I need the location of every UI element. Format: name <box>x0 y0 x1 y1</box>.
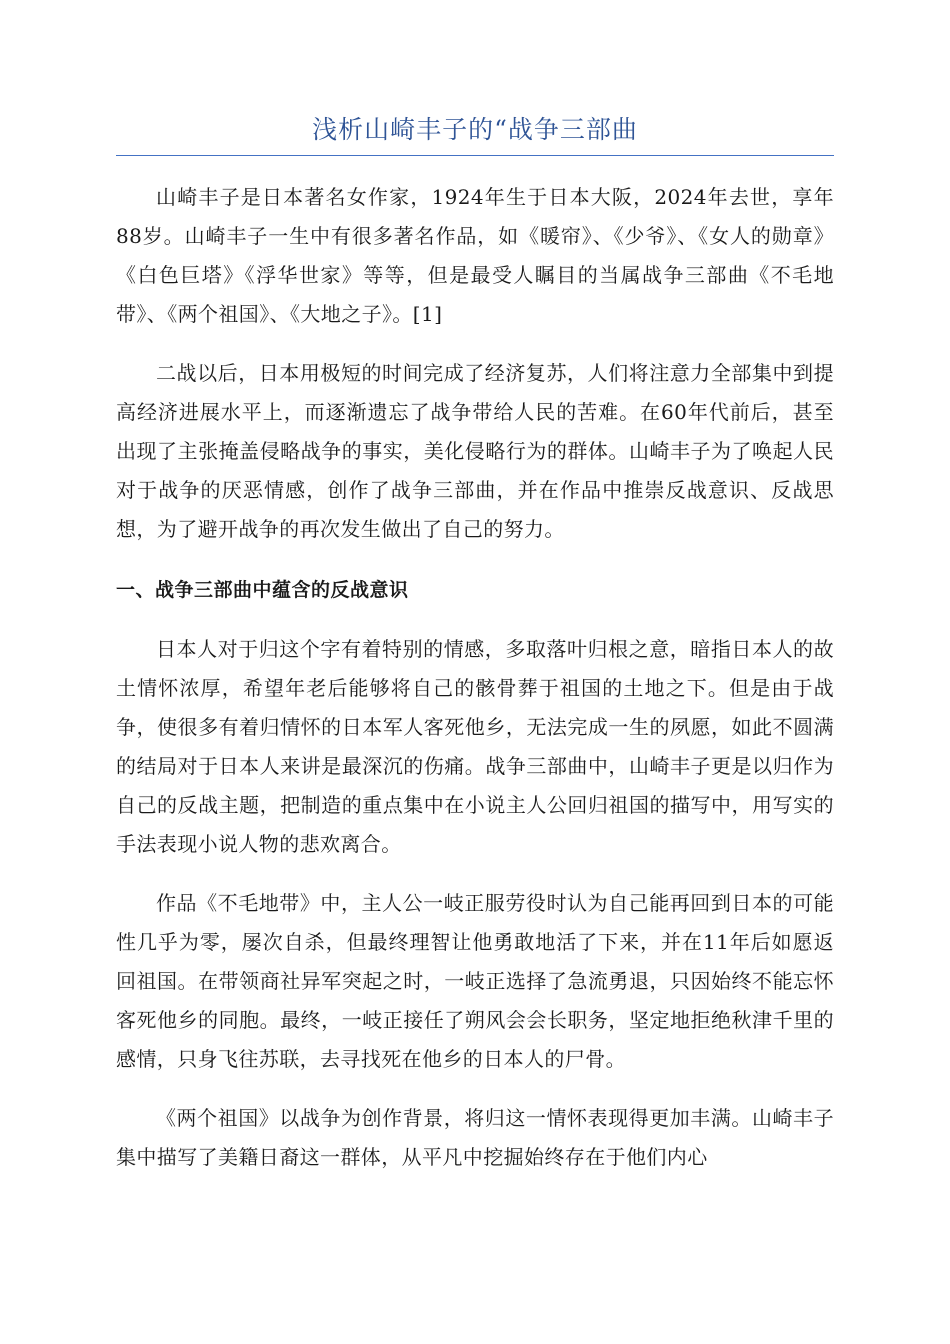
section-heading: 一、战争三部曲中蕴含的反战意识 <box>116 579 409 601</box>
body-paragraph: 山崎丰子是日本著名女作家，1924年生于日本大阪，2024年去世，享年88岁。山崎丰子一生中有很多著名作品，如《暖帘》、《少爷》、《女人的勋章》《白色巨塔》《浮华世家》等等，但是最受人瞩目的当属战争三部曲《不毛地带》、《两个祖国》、《大地之子》。[1] <box>116 185 834 326</box>
title-underline-divider <box>116 155 834 156</box>
body-paragraph: 二战以后，日本用极短的时间完成了经济复苏，人们将注意力全部集中到提高经济进展水平上，而逐渐遗忘了战争带给人民的苦难。在60年代前后，甚至出现了主张掩盖侵略战争的事实，美化侵略行为的群体。山崎丰子为了唤起人民对于战争的厌恶情感，创作了战争三部曲，并在作品中推崇反战意识、反战思想，为了避开战争的再次发生做出了自己的努力。 <box>116 361 834 541</box>
body-paragraph: 作品《不毛地带》中，主人公一岐正服劳役时认为自己能再回到日本的可能性几乎为零，屡次自杀，但最终理智让他勇敢地活了下来，并在11年后如愿返回祖国。在带领商社异军突起之时，一岐正选择了急流勇退，只因始终不能忘怀客死他乡的同胞。最终，一岐正接任了朔风会会长职务，坚定地拒绝秋津千里的感情，只身飞往苏联，去寻找死在他乡的日本人的尸骨。 <box>116 891 834 1071</box>
document-page <box>116 108 834 1177</box>
body-paragraph: 日本人对于归这个字有着特别的情感，多取落叶归根之意，暗指日本人的故土情怀浓厚，希望年老后能够将自己的骸骨葬于祖国的土地之下。但是由于战争，使很多有着归情怀的日本军人客死他乡，无法完成一生的夙愿，如此不圆满的结局对于日本人来讲是最深沉的伤痛。战争三部曲中，山崎丰子更是以归作为自己的反战主题，把制造的重点集中在小说主人公回归祖国的描写中，用写实的手法表现小说人物的悲欢离合。 <box>116 637 834 856</box>
document-title: 浅析山崎丰子的“战争三部曲 <box>312 115 638 144</box>
body-paragraph: 《两个祖国》以战争为创作背景，将归这一情怀表现得更加丰满。山崎丰子集中描写了美籍日裔这一群体，从平凡中挖掘始终存在于他们内心 <box>116 1106 834 1169</box>
